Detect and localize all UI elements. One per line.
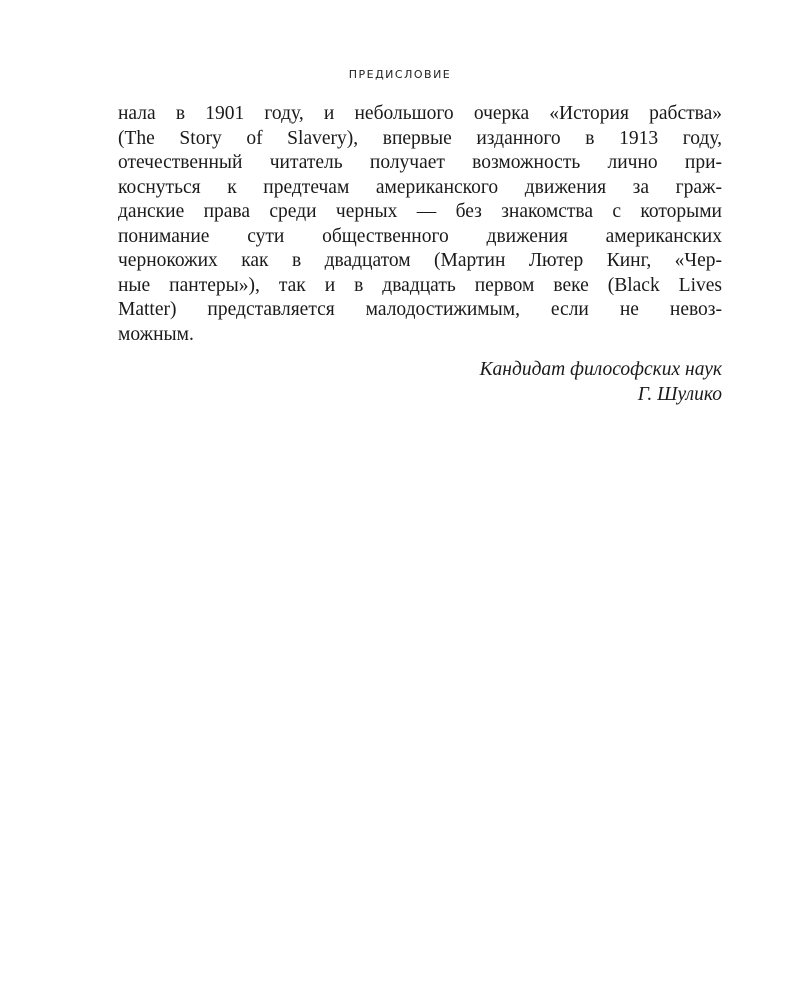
signature-name: Г. Шулико <box>637 384 722 405</box>
text-line: отечественный читатель получает возможность лично при- <box>118 152 722 173</box>
body-paragraph <box>118 102 722 347</box>
signature-block <box>118 357 722 407</box>
text-line: чернокожих как в двадцатом (Мартин Лютер Кинг, «Чер- <box>118 250 722 271</box>
text-line: (The Story of Slavery), впервые изданного в 1913 году, <box>118 127 722 149</box>
text-line: данские права среди черных — без знакомства с которыми <box>118 201 722 222</box>
text-line: коснуться к предтечам американского движения за граж- <box>118 176 722 198</box>
signature-title: Кандидат философских наук <box>479 359 722 380</box>
text-line: нала в 1901 году, и небольшого очерка «История рабства» <box>118 103 722 124</box>
text-line: Matter) представляется малодостижимым, если не невоз- <box>118 299 722 320</box>
running-head: ПРЕДИСЛОВИЕ <box>348 68 452 81</box>
text-line: понимание сути общественного движения американских <box>118 225 722 247</box>
text-line: можным. <box>118 323 194 345</box>
text-line: ные пантеры»), так и в двадцать первом веке (Black Lives <box>118 274 722 296</box>
